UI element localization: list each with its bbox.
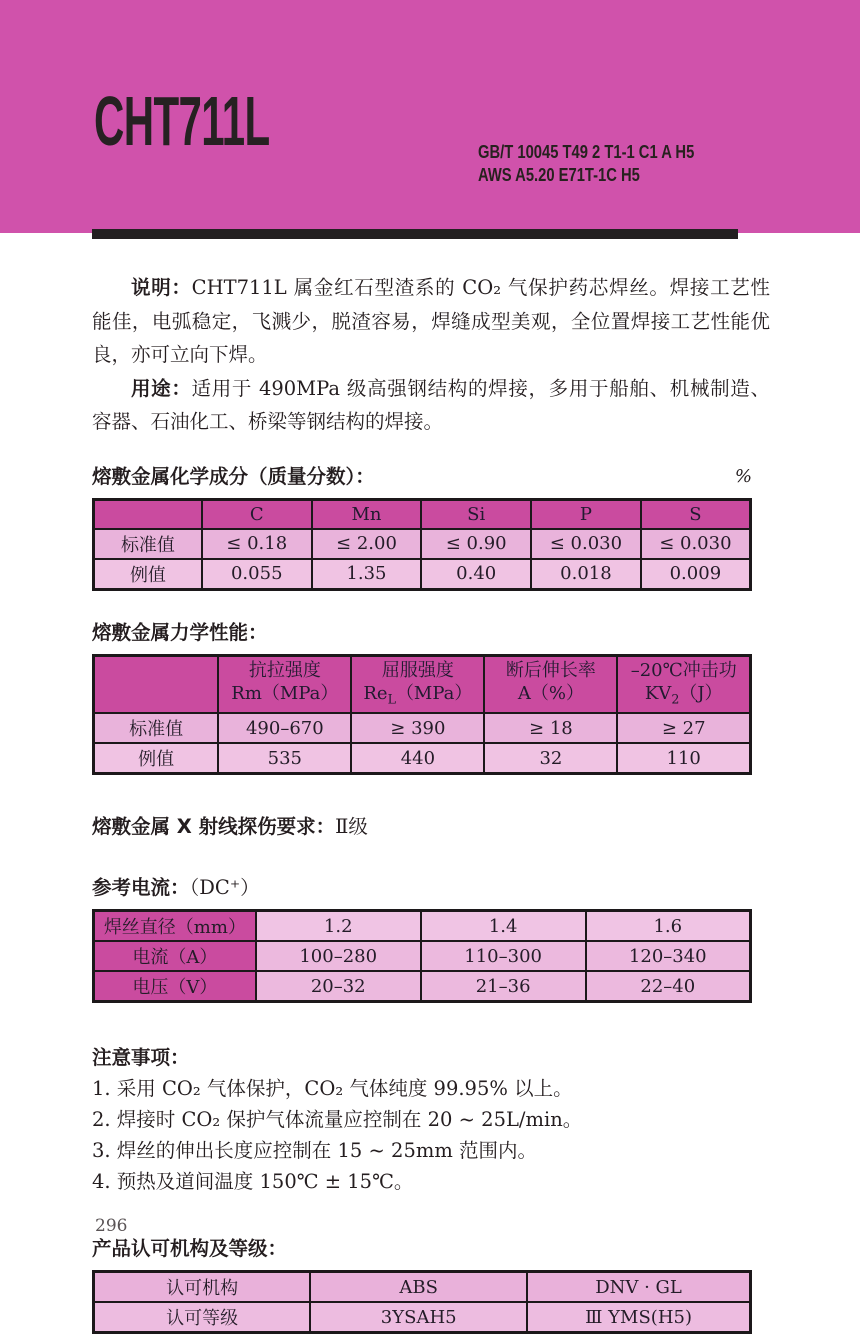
- table-cell: [94, 655, 219, 713]
- table-cell: 0.055: [202, 559, 312, 590]
- table-cell: Si: [421, 499, 531, 529]
- certification-table: [92, 1270, 752, 1334]
- table-row: [94, 529, 751, 559]
- col-name: –20℃冲击功: [630, 659, 737, 681]
- row-label: 标准值: [94, 713, 219, 743]
- table-cell: ≥ 27: [617, 713, 750, 743]
- table-row: [94, 911, 751, 942]
- table-cell: ≤ 0.030: [641, 529, 751, 559]
- col-name: 抗拉强度: [248, 659, 321, 681]
- table-cell: 440: [351, 743, 484, 774]
- table-cell: ≤ 0.030: [531, 529, 641, 559]
- table-cell: 1.35: [312, 559, 422, 590]
- chem-heading-text: 熔敷金属化学成分（质量分数）：: [92, 464, 375, 488]
- current-polarity-note: （DC⁺）: [189, 876, 260, 900]
- table-row: [94, 743, 751, 774]
- table-cell: ≤ 0.90: [421, 529, 531, 559]
- row-label: 电压（V）: [94, 971, 256, 1002]
- table-cell: P: [531, 499, 641, 529]
- table-cell: 110–300: [421, 941, 586, 971]
- product-title: CHT711L: [94, 82, 270, 160]
- chem-section-heading: [92, 465, 752, 489]
- table-cell: Ⅲ YMS(H5): [527, 1302, 750, 1333]
- table-cell: 20–32: [256, 971, 421, 1002]
- mech-heading-text: 熔敷金属力学性能：: [92, 620, 268, 644]
- table-cell: 22–40: [586, 971, 751, 1002]
- description-paragraph: [92, 271, 770, 372]
- cert-heading-text: 产品认可机构及等级：: [92, 1237, 288, 1261]
- table-cell: S: [641, 499, 751, 529]
- note-item: 1. 采用 CO₂ 气体保护，CO₂ 气体纯度 99.95% 以上。: [92, 1077, 573, 1101]
- table-cell: Mn: [312, 499, 422, 529]
- table-cell: 100–280: [256, 941, 421, 971]
- description-text: CHT711L 属金红石型渣系的 CO₂ 气保护药芯焊丝。焊接工艺性能佳，电弧稳定，飞溅少，脱渣容易，焊缝成型美观，全位置焊接工艺性能优良，亦可立向下焊。: [92, 276, 770, 366]
- table-cell: ≥ 18: [484, 713, 617, 743]
- row-label: 电流（A）: [94, 941, 256, 971]
- row-label: 例值: [94, 743, 219, 774]
- table-cell: 0.018: [531, 559, 641, 590]
- table-cell: 1.6: [586, 911, 751, 942]
- table-cell: [617, 655, 750, 713]
- table-cell: [218, 655, 351, 713]
- note-item: 2. 焊接时 CO₂ 保护气体流量应控制在 20 ~ 25L/min。: [92, 1108, 583, 1132]
- col-symbol: $Re_L(MPa)$: [363, 682, 473, 707]
- col-name: 断后伸长率: [505, 659, 596, 681]
- row-label: 焊丝直径（mm）: [94, 911, 256, 942]
- table-cell: 0.40: [421, 559, 531, 590]
- table-cell: [484, 655, 617, 713]
- note-item: 4. 预热及道间温度 150℃ ± 15℃。: [92, 1170, 414, 1194]
- table-cell: [94, 499, 202, 529]
- table-cell: 0.009: [641, 559, 751, 590]
- page-number: 296: [95, 1216, 128, 1236]
- table-cell: 21–36: [421, 971, 586, 1002]
- standard-designations: [478, 141, 694, 187]
- table-cell: 1.4: [421, 911, 586, 942]
- note-item: 3. 焊丝的伸出长度应控制在 15 ~ 25mm 范围内。: [92, 1139, 538, 1163]
- row-label: 例值: [94, 559, 202, 590]
- standard-aws: AWS A5.20 E71T-1C H5: [478, 165, 640, 185]
- table-row: [94, 971, 751, 1002]
- col-symbol: A（%）: [517, 682, 584, 704]
- table-cell: ≥ 390: [351, 713, 484, 743]
- chemical-composition-table: [92, 498, 752, 591]
- table-row: [94, 941, 751, 971]
- usage-text: 适用于 490MPa 级高强钢结构的焊接，多用于船舶、机械制造、容器、石油化工、桥梁等钢结构的焊接。: [92, 376, 770, 433]
- page-content: [92, 271, 770, 1334]
- table-cell: 110: [617, 743, 750, 774]
- table-cell: DNV · GL: [527, 1272, 750, 1303]
- table-cell: 120–340: [586, 941, 751, 971]
- notes-heading: 注意事项：: [92, 1046, 190, 1070]
- row-label: 认可机构: [94, 1272, 311, 1303]
- table-row: [94, 1272, 751, 1303]
- mechanical-properties-table: [92, 654, 752, 776]
- table-cell: [351, 655, 484, 713]
- table-cell: ≤ 0.18: [202, 529, 312, 559]
- current-section-heading: [92, 872, 770, 900]
- intro-section: [92, 271, 770, 439]
- current-heading-text: 参考电流：: [92, 876, 190, 900]
- table-cell: ≤ 2.00: [312, 529, 422, 559]
- cert-section-heading: [92, 1237, 752, 1261]
- xray-label: 熔敷金属 X 射线探伤要求：: [92, 815, 336, 839]
- usage-label: 用途：: [131, 376, 192, 400]
- reference-current-table: [92, 909, 752, 1003]
- standard-gbt: GB/T 10045 T49 2 T1-1 C1 A H5: [478, 142, 695, 162]
- table-row: [94, 559, 751, 590]
- table-cell: 1.2: [256, 911, 421, 942]
- col-symbol: Rm（MPa）: [231, 682, 339, 704]
- xray-value: Ⅱ级: [335, 815, 368, 839]
- table-cell: 535: [218, 743, 351, 774]
- table-cell: 32: [484, 743, 617, 774]
- product-banner: [0, 0, 860, 233]
- usage-paragraph: [92, 372, 770, 439]
- table-header-row: [94, 499, 751, 529]
- table-cell: 3YSAH5: [310, 1302, 527, 1333]
- table-cell: ABS: [310, 1272, 527, 1303]
- table-header-row: [94, 655, 751, 713]
- description-label: 说明：: [131, 276, 192, 299]
- table-row: [94, 1302, 751, 1333]
- header-rule: [92, 229, 738, 239]
- mech-section-heading: [92, 621, 752, 645]
- row-label: 标准值: [94, 529, 202, 559]
- notes-section: [92, 1042, 770, 1197]
- table-row: [94, 713, 751, 743]
- unit-percent: %: [734, 465, 752, 487]
- table-cell: C: [202, 499, 312, 529]
- col-name: 屈服强度: [381, 659, 454, 681]
- table-cell: 490–670: [218, 713, 351, 743]
- xray-requirement-line: [92, 811, 770, 839]
- col-symbol: $KV_2(J)$: [644, 682, 723, 707]
- row-label: 认可等级: [94, 1302, 311, 1333]
